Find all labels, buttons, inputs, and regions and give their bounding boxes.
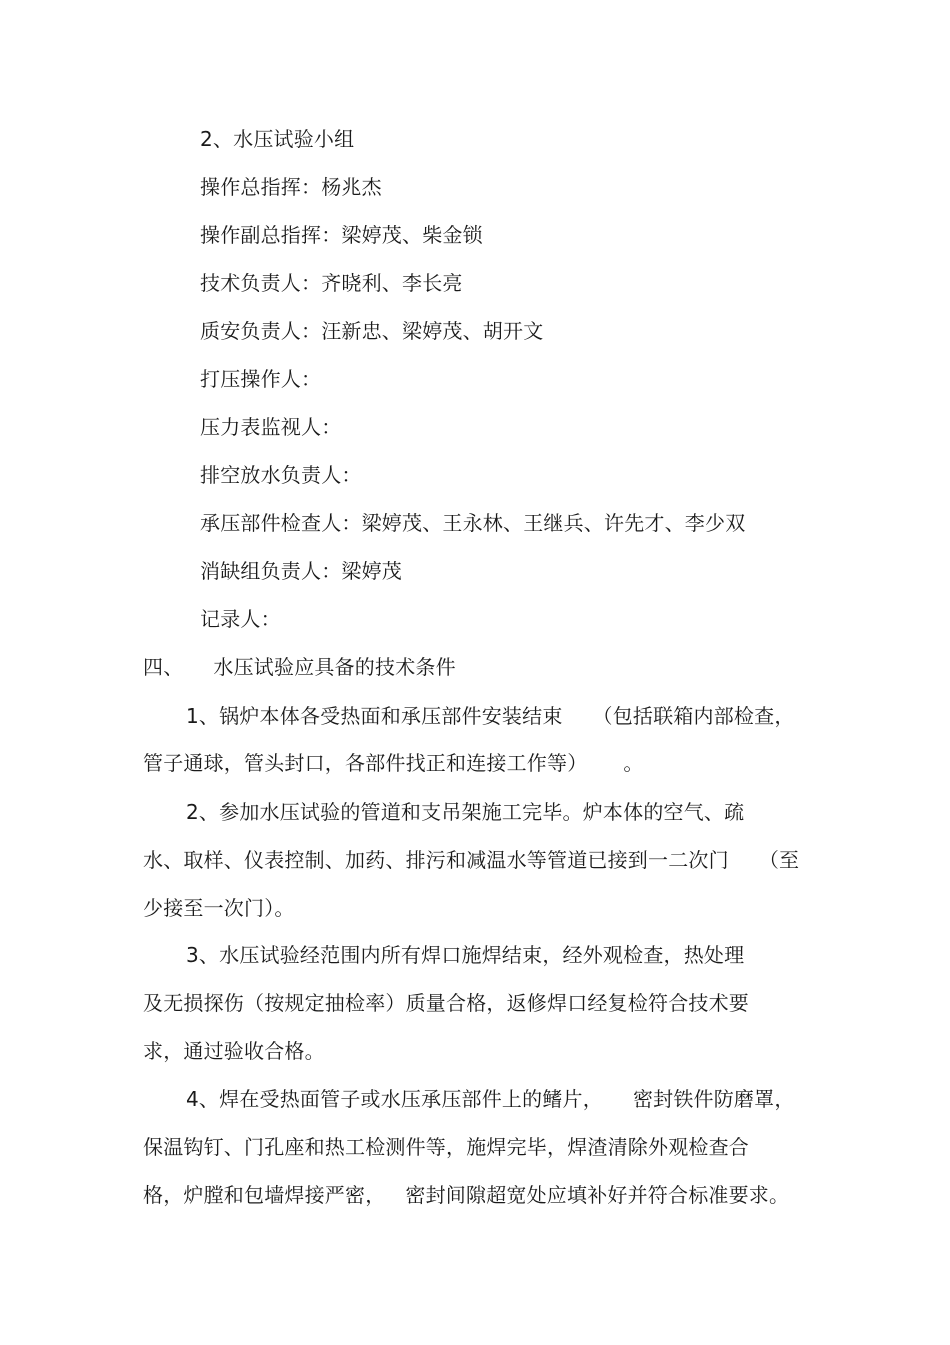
section-heading	[143, 653, 456, 681]
role-line: 质安负责人：汪新忠、梁婷茂、胡开文	[200, 319, 544, 343]
paragraph-line: 少接至一次门）。	[143, 896, 295, 920]
text-run: 格，炉膛和包墙焊接严密，	[143, 1183, 386, 1207]
paragraph-line	[186, 1085, 795, 1113]
text-run: 管子通球，管头封口，各部件找正和连接工作等）	[143, 751, 588, 775]
paragraph-line	[186, 702, 795, 730]
text-run: 1、锅炉本体各受热面和承压部件安装结束	[186, 704, 563, 728]
role-line: 承压部件检查人：梁婷茂、王永林、王继兵、许先才、李少双	[200, 511, 746, 535]
section-number: 四、	[143, 655, 184, 679]
role-line: 操作总指挥：杨兆杰	[200, 175, 382, 199]
role-line: 排空放水负责人：	[200, 463, 362, 487]
text-run: 密封间隙超宽处应填补好并符合标准要求。	[405, 1183, 790, 1207]
paragraph-line: 保温钩钉、门孔座和热工检测件等，施焊完毕，焊渣清除外观检查合	[143, 1135, 749, 1159]
text-run: 水、取样、仪表控制、加药、排污和减温水等管道已接到一二次门	[143, 848, 729, 872]
role-line: 打压操作人：	[200, 367, 322, 391]
section-title: 水压试验应具备的技术条件	[213, 655, 456, 679]
text-run: （包括联箱内部检查，	[592, 704, 795, 728]
role-line: 记录人：	[200, 607, 281, 631]
group-heading: 2、水压试验小组	[200, 127, 355, 151]
text-run: 密封铁件防磨罩，	[632, 1087, 795, 1111]
role-line: 操作副总指挥：梁婷茂、柴金锁	[200, 223, 483, 247]
paragraph-line: 3、水压试验经范围内所有焊口施焊结束，经外观检查，热处理	[186, 943, 745, 967]
paragraph-line	[143, 846, 799, 874]
text-run: 4、焊在受热面管子或水压承压部件上的鳍片，	[186, 1087, 603, 1111]
paragraph-line: 求，通过验收合格。	[143, 1039, 325, 1063]
text-run: （至	[758, 848, 800, 872]
paragraph-line: 2、参加水压试验的管道和支吊架施工完毕。炉本体的空气、疏	[186, 800, 745, 824]
role-line: 消缺组负责人：梁婷茂	[200, 559, 402, 583]
paragraph-line: 及无损探伤（按规定抽检率）质量合格，返修焊口经复检符合技术要	[143, 991, 749, 1015]
paragraph-line	[143, 1181, 789, 1209]
role-line: 技术负责人：齐晓利、李长亮	[200, 271, 463, 295]
role-line: 压力表监视人：	[200, 415, 342, 439]
paragraph-line	[143, 749, 644, 777]
text-run: 。	[623, 751, 644, 775]
